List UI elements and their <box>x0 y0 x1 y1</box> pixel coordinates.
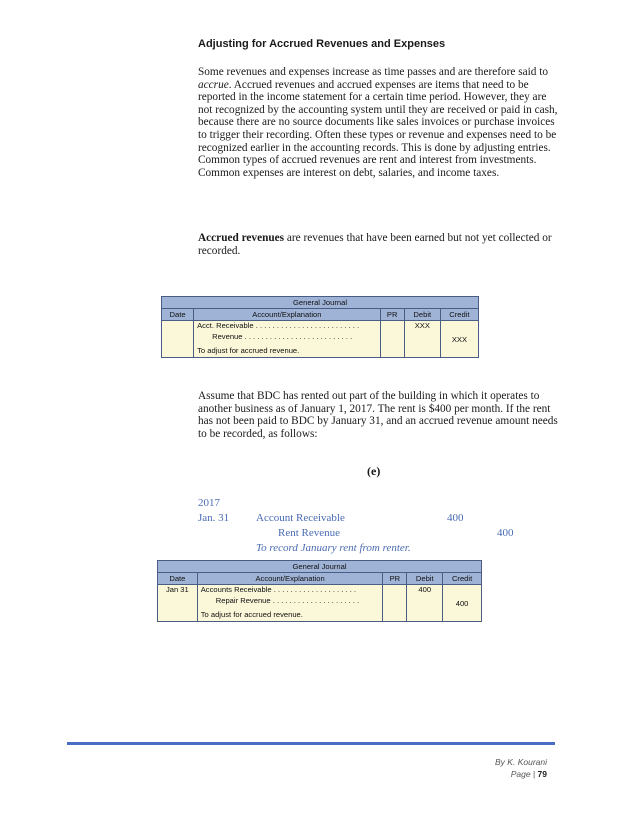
cell-credit <box>443 610 482 622</box>
table-row <box>158 596 482 610</box>
example-paragraph: Assume that BDC has rented out part of the building in which it operates to another business as of January 1, 2017. The rent is $400 per month. If the rent has not been paid to BDC by January 31, and an accrued revenue amount needs to be recorded, as follows: <box>198 390 558 440</box>
cell-pr <box>383 610 407 622</box>
intro-text-after: . Accrued revenues and accrued expenses are items that need to be reported in the income statement for a certain time period. However, they are not recognized by the accounting system until they are received or paid in cash, because there are no source documents like sales invoices or purchase invoices to trigger their recording. Often these types or revenue and expenses need to be recognized earlier in the accounting records. This is done by adjusting entries. Common types of accrued revenues are rent and interest from investments. Common expenses are interest on debt, salaries, and income taxes. <box>198 78 558 179</box>
cell-date <box>162 321 194 333</box>
intro-emphasis: accrue <box>198 78 229 91</box>
cell-date <box>158 596 198 610</box>
table-row <box>162 321 479 333</box>
definition-term: Accrued revenues <box>198 232 285 244</box>
table-row <box>158 610 482 622</box>
cell-pr <box>380 332 404 346</box>
col-credit: Credit <box>443 573 482 585</box>
cell-account: Repair Revenue . . . . . . . . . . . . . . . . . . . . . <box>197 596 383 610</box>
col-date: Date <box>162 309 194 321</box>
intro-text-before: Some revenues and expenses increase as time passes and are therefore said to <box>198 66 549 78</box>
page-number: 79 <box>537 769 547 779</box>
table-row <box>162 332 479 346</box>
cell-debit <box>407 610 443 622</box>
cell-date <box>162 332 194 346</box>
page-label: Page <box>510 769 531 779</box>
definition-paragraph <box>198 232 558 257</box>
cell-pr <box>380 321 404 333</box>
col-pr: PR <box>380 309 404 321</box>
entry-credit-amount: 400 <box>497 527 514 539</box>
cell-debit: XXX <box>404 321 440 333</box>
cell-credit <box>440 321 478 333</box>
cell-date <box>162 346 194 358</box>
journal-title: General Journal <box>162 297 479 309</box>
col-date: Date <box>158 573 198 585</box>
cell-debit <box>407 596 443 610</box>
footer-rule <box>67 742 555 745</box>
entry-debit-amount: 400 <box>447 512 464 524</box>
col-debit: Debit <box>407 573 443 585</box>
cell-account: Accounts Receivable . . . . . . . . . . . . . . . . . . . . <box>197 585 383 597</box>
cell-credit <box>440 346 478 358</box>
general-journal-table-2 <box>157 560 482 622</box>
cell-pr <box>383 585 407 597</box>
general-journal-table-1 <box>161 296 479 358</box>
journal-title: General Journal <box>158 561 482 573</box>
page-separator: | <box>530 769 538 779</box>
col-account: Account/Explanation <box>194 309 381 321</box>
cell-debit <box>404 346 440 358</box>
entry-year: 2017 <box>198 497 220 509</box>
table-row <box>158 585 482 597</box>
cell-debit <box>404 332 440 346</box>
cell-pr <box>380 346 404 358</box>
footer-author: By K. Kourani <box>495 757 547 767</box>
cell-account: Revenue . . . . . . . . . . . . . . . . . . . . . . . . . . <box>194 332 381 346</box>
cell-debit: 400 <box>407 585 443 597</box>
table-row <box>162 346 479 358</box>
cell-credit <box>443 585 482 597</box>
col-pr: PR <box>383 573 407 585</box>
col-credit: Credit <box>440 309 478 321</box>
definition-text: are revenues that have been earned but not yet collected or recorded. <box>198 232 552 257</box>
section-heading: Adjusting for Accrued Revenues and Expenses <box>198 38 446 50</box>
cell-date <box>158 610 198 622</box>
entry-debit-account: Account Receivable <box>256 512 345 524</box>
cell-credit: 400 <box>443 596 482 610</box>
cell-account: To adjust for accrued revenue. <box>197 610 383 622</box>
entry-credit-account: Rent Revenue <box>278 527 341 539</box>
entry-memo: To record January rent from renter. <box>256 542 411 554</box>
col-account: Account/Explanation <box>197 573 383 585</box>
cell-account: Acct. Receivable . . . . . . . . . . . . . . . . . . . . . . . . . <box>194 321 381 333</box>
cell-credit: XXX <box>440 332 478 346</box>
cell-date: Jan 31 <box>158 585 198 597</box>
cell-account: To adjust for accrued revenue. <box>194 346 381 358</box>
entry-label: (e) <box>367 464 381 478</box>
intro-paragraph <box>198 66 558 179</box>
cell-pr <box>383 596 407 610</box>
col-debit: Debit <box>404 309 440 321</box>
entry-date: Jan. 31 <box>198 512 230 524</box>
footer-page-number <box>511 769 547 779</box>
